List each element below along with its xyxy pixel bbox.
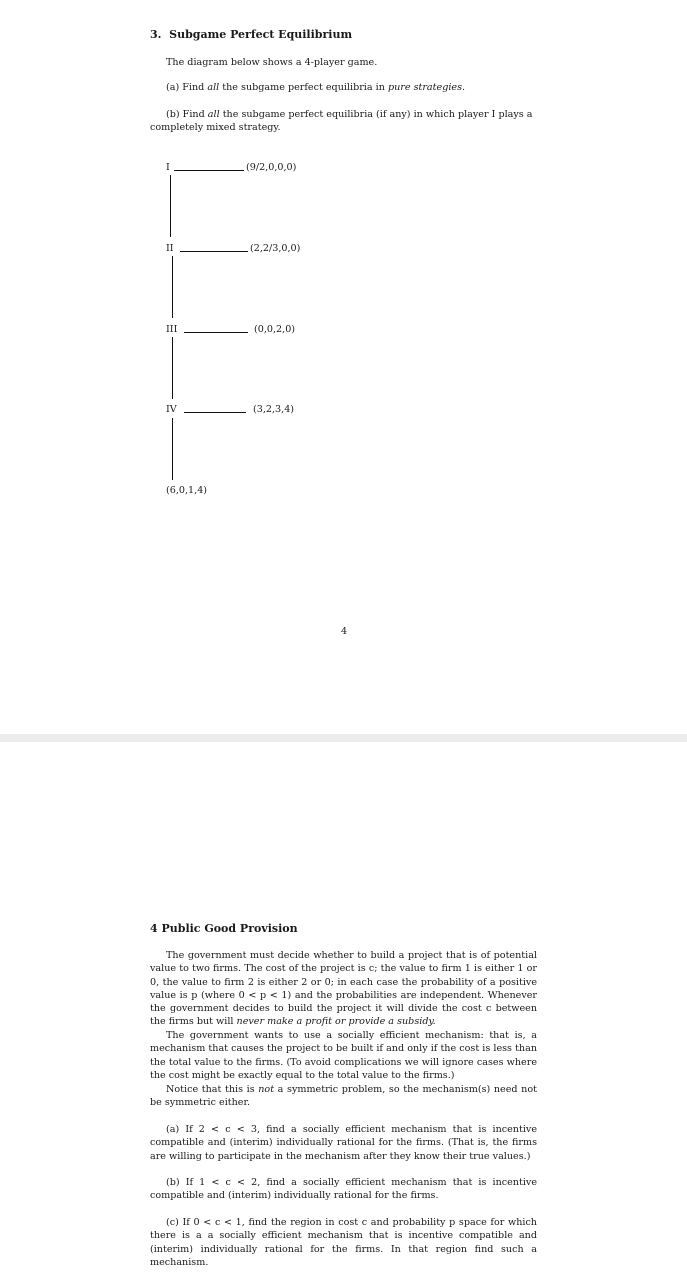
payoff-terminal: (6,0,1,4) <box>166 485 208 496</box>
edge-I-II <box>170 175 171 237</box>
edge-I-exit <box>174 170 244 171</box>
game-tree-diagram <box>160 155 360 505</box>
page-2 <box>0 742 687 1280</box>
edge-III-exit <box>184 332 248 333</box>
section-4-title: 4 Public Good Provision <box>150 922 298 935</box>
edge-II-exit <box>180 251 248 252</box>
payoff-I: (9/2,0,0,0) <box>246 162 297 173</box>
node-label-II: II <box>166 243 174 254</box>
node-label-IV: IV <box>166 404 177 415</box>
node-label-I: I <box>166 162 170 173</box>
part-a-question: (a) Find all the subgame perfect equilibria in pure strategies. <box>166 82 466 93</box>
paragraph-3: Notice that this is not a symmetric problem, so the mechanism(s) need not be symmetric either. <box>150 1084 537 1109</box>
part-b-question: (b) Find all the subgame perfect equilibria (if any) in which player I plays a completely mixed strategy. <box>150 109 533 134</box>
part-b-question: (b) If 1 < c < 2, find a socially efficient mechanism that is incentive compatible and (interim) individually rational for the firms. <box>150 1177 537 1202</box>
edge-II-III <box>172 256 173 318</box>
page-separator <box>0 734 687 742</box>
edge-IV-terminal <box>172 418 173 480</box>
payoff-III: (0,0,2,0) <box>254 324 296 335</box>
paragraph-2: The government wants to use a socially efficient mechanism: that is, a mechanism that causes the project to be built if and only if the cost is less than the total value to the firms. (To avoid complications we will ignore cases where the cost might be exactly equal to the total value to the firms.) <box>150 1030 537 1081</box>
payoff-IV: (3,2,3,4) <box>253 404 295 415</box>
part-a-question: (a) If 2 < c < 3, find a socially efficient mechanism that is incentive compatible and (interim) individually rational for the firms. (That is, the firms are willing to participate in the mechanism after they know their true values.) <box>150 1124 537 1162</box>
part-c-question: (c) If 0 < c < 1, find the region in cost c and probability p space for which there is a a socially efficient mechanism that is incentive compatible and (interim) individually rational for the firms. In that region find such a mechanism. <box>150 1217 537 1268</box>
section-3-title <box>150 28 352 41</box>
edge-IV-exit <box>184 412 246 413</box>
paragraph-1: The government must decide whether to build a project that is of potential value to two firms. The cost of the project is c; the value to firm 1 is either 1 or 0, the value to firm 2 is either 2 or 0; in each case the probability of a positive value is p (where 0 < p < 1) and the probabilities are independent. Whenever the government decides to build the project it will divide the cost c between the firms but will never make a profit or provide a subsidy. <box>150 950 537 1028</box>
section-title-text: Subgame Perfect Equilibrium <box>169 28 353 41</box>
intro-text: The diagram below shows a 4-player game. <box>166 57 378 68</box>
node-label-III: III <box>166 324 178 335</box>
edge-III-IV <box>172 337 173 399</box>
page-number: 4 <box>341 626 348 637</box>
section-number: 3. <box>150 28 162 41</box>
payoff-II: (2,2/3,0,0) <box>250 243 301 254</box>
